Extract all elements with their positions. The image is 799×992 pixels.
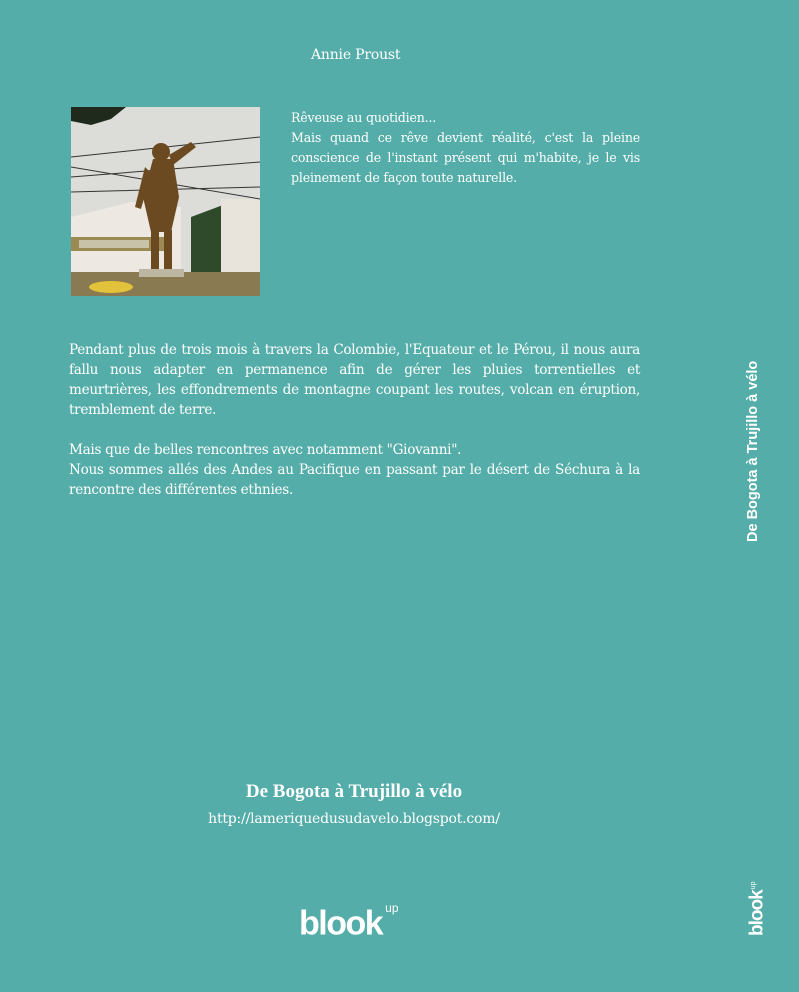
bio-line-1: Rêveuse au quotidien...	[291, 110, 437, 125]
author-name: Annie Proust	[311, 47, 401, 63]
summary-paragraph-3: Nous sommes allés des Andes au Pacifique en passant par le désert de Séchura à la rencontre des différentes ethnies.	[69, 462, 640, 498]
summary-paragraph-2: Mais que de belles rencontres avec notamment "Giovanni".	[69, 442, 462, 458]
author-photo	[71, 107, 260, 296]
spine-title: De Bogota à Trujillo à vélo	[745, 360, 761, 542]
book-url[interactable]: http://lameriquedusudavelo.blogspot.com/	[208, 811, 500, 827]
spine-publisher-name: blook	[746, 890, 768, 936]
publisher-name: blook	[299, 904, 383, 943]
author-bio	[291, 108, 640, 188]
publisher-suffix: up	[385, 901, 399, 915]
book-summary	[69, 340, 640, 500]
summary-paragraph-1: Pendant plus de trois mois à travers la Colombie, l'Equateur et le Pérou, il nous aura fallu nous adapter en permanence afin de gérer les pluies torrentielles et meurtrières, les effondrements de montagne coupant les routes, volcan en éruption, tremblement de terre.	[69, 342, 640, 418]
statue-photo-image	[71, 107, 260, 296]
bio-line-2: Mais quand ce rêve devient réalité, c'est la pleine conscience de l'instant présent qui m'habite, je le vis pleinement de façon toute naturelle.	[291, 130, 640, 185]
spine-publisher-logo	[744, 882, 767, 936]
spine-publisher-suffix: up	[750, 881, 757, 890]
book-title: De Bogota à Trujillo à vélo	[245, 781, 463, 802]
publisher-logo	[299, 900, 399, 941]
